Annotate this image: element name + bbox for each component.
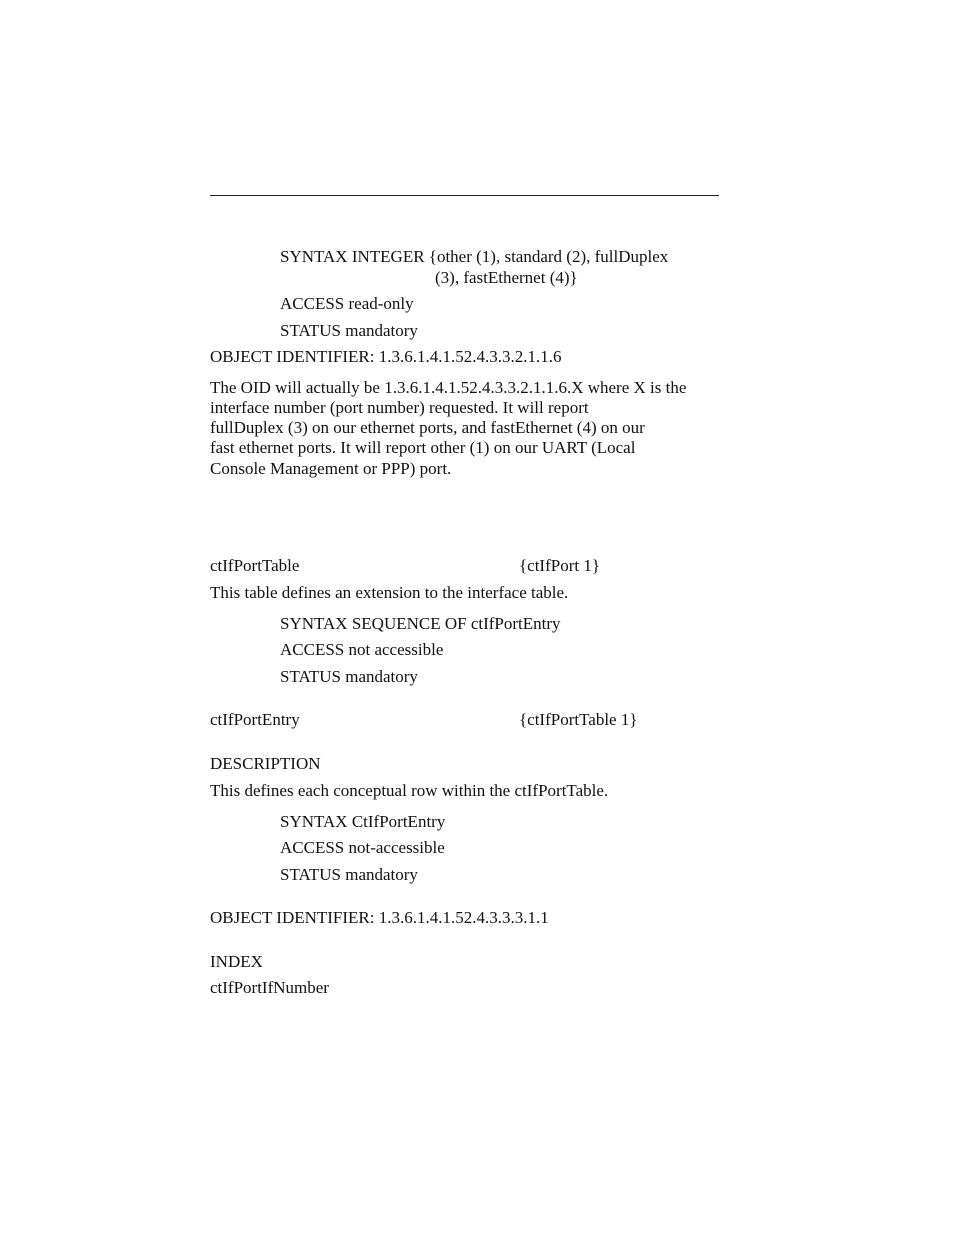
port-entry-syntax: SYNTAX CtIfPortEntry [280, 812, 446, 831]
port-entry-description: This defines each conceptual row within the ctIfPortTable. [210, 781, 609, 800]
header-rule [210, 195, 719, 196]
oid-paragraph-line: fullDuplex (3) on our ethernet ports, and fastEthernet (4) on our [210, 418, 645, 437]
port-table-name: ctIfPortTable [210, 556, 300, 575]
port-entry-access: ACCESS not-accessible [280, 838, 445, 857]
port-table-parent: {ctIfPort 1} [519, 556, 600, 575]
syntax-line-1: SYNTAX INTEGER {other (1), standard (2), fullDuplex [280, 247, 669, 266]
object-identifier-1: OBJECT IDENTIFIER: 1.3.6.1.4.1.52.4.3.3.2.1.1.6 [210, 347, 562, 366]
port-entry-name: ctIfPortEntry [210, 710, 300, 729]
port-table-access: ACCESS not accessible [280, 640, 444, 659]
oid-paragraph-line: interface number (port number) requested. It will report [210, 398, 589, 417]
port-table-status: STATUS mandatory [280, 667, 418, 686]
port-entry-parent: {ctIfPortTable 1} [519, 710, 638, 729]
status-line-1: STATUS mandatory [280, 321, 418, 340]
index-value: ctIfPortIfNumber [210, 978, 329, 997]
syntax-line-2: (3), fastEthernet (4)} [435, 268, 578, 287]
port-table-description: This table defines an extension to the interface table. [210, 583, 569, 602]
oid-paragraph-line: Console Management or PPP) port. [210, 459, 452, 478]
port-entry-status: STATUS mandatory [280, 865, 418, 884]
object-identifier-2: OBJECT IDENTIFIER: 1.3.6.1.4.1.52.4.3.3.3.1.1 [210, 908, 549, 927]
oid-paragraph-line: fast ethernet ports. It will report other (1) on our UART (Local [210, 438, 636, 457]
description-heading: DESCRIPTION [210, 754, 321, 773]
index-heading: INDEX [210, 952, 263, 971]
port-table-syntax: SYNTAX SEQUENCE OF ctIfPortEntry [280, 614, 561, 633]
access-line-1: ACCESS read-only [280, 294, 414, 313]
oid-paragraph-line: The OID will actually be 1.3.6.1.4.1.52.4.3.3.2.1.1.6.X where X is the [210, 378, 687, 397]
